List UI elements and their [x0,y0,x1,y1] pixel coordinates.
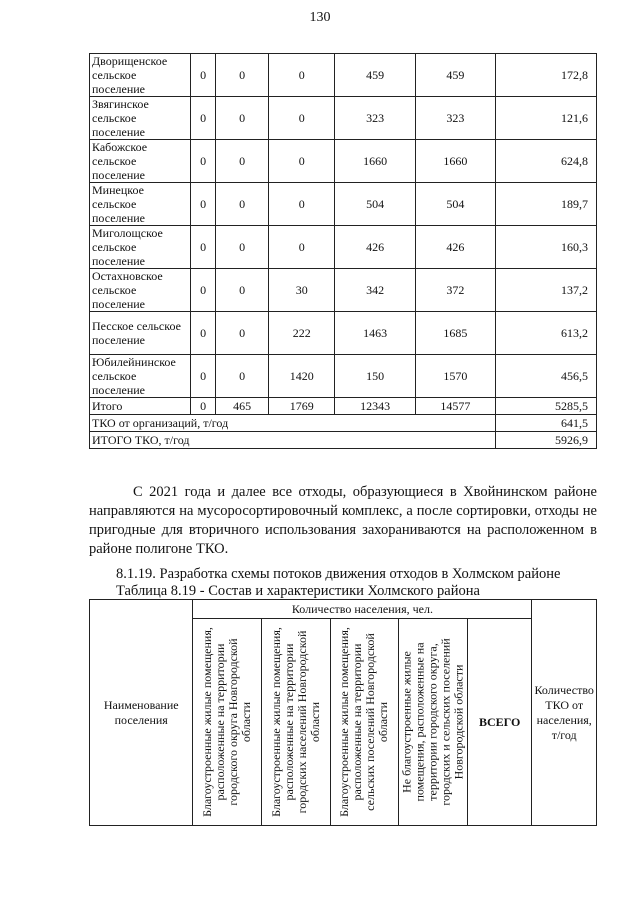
cell-c5: 459 [415,54,495,97]
cell-c4: 459 [335,54,415,97]
cell-c5: 426 [415,226,495,269]
table-row [90,183,597,226]
cell-c1: 0 [191,97,216,140]
settlement-name: Миголощское сельское поселение [90,226,191,269]
cell-c4: 323 [335,97,415,140]
cell-c3: 0 [268,140,335,183]
cell-c4: 504 [335,183,415,226]
cell-c3: 0 [268,97,335,140]
column-header-1: Благоустроенные жилые помещения, расположенные на территории городского округа Новгородской области [193,619,262,826]
table-row [90,269,597,312]
cell-c2: 0 [216,54,269,97]
itogo-c5: 14577 [415,398,495,415]
itogo-c2: 465 [216,398,269,415]
settlement-name: Минецкое сельское поселение [90,183,191,226]
total-row [90,432,597,449]
cell-c1: 0 [191,269,216,312]
itogo-row [90,398,597,415]
settlement-name: Юбилейнинское сельское поселение [90,355,191,398]
cell-c2: 0 [216,226,269,269]
cell-c3: 1420 [268,355,335,398]
cell-c6: 121,6 [496,97,597,140]
org-row-label: ТКО от организаций, т/год [90,415,496,432]
cell-c4: 150 [335,355,415,398]
itogo-c1: 0 [191,398,216,415]
total-row-label: ИТОГО ТКО, т/год [90,432,496,449]
itogo-label: Итого [90,398,191,415]
org-row [90,415,597,432]
cell-c4: 342 [335,269,415,312]
table-row [90,54,597,97]
population-group-header: Количество населения, чел. [193,600,532,619]
cell-c3: 0 [268,54,335,97]
cell-c6: 613,2 [496,312,597,355]
cell-c5: 504 [415,183,495,226]
cell-c6: 456,5 [496,355,597,398]
cell-c5: 1685 [415,312,495,355]
cell-c2: 0 [216,312,269,355]
cell-c6: 160,3 [496,226,597,269]
cell-c6: 172,8 [496,54,597,97]
settlement-name: Звягинское сельское поселение [90,97,191,140]
itogo-c4: 12343 [335,398,415,415]
column-header-3: Благоустроенные жилые помещения, расположенные на территории сельских поселений Новгородской области [330,619,399,826]
cell-c1: 0 [191,183,216,226]
cell-c2: 0 [216,269,269,312]
cell-c3: 0 [268,183,335,226]
org-row-value: 641,5 [496,415,597,432]
waste-table-continued [89,53,597,449]
cell-c2: 0 [216,355,269,398]
cell-c3: 222 [268,312,335,355]
cell-c1: 0 [191,54,216,97]
page-number: 130 [309,10,331,25]
itogo-c3: 1769 [268,398,335,415]
table-row [90,226,597,269]
table-row [90,97,597,140]
cell-c3: 0 [268,226,335,269]
cell-c5: 323 [415,97,495,140]
section-heading: 8.1.19. Разработка схемы потоков движения отходов в Холмском районе [116,566,561,582]
total-row-value: 5926,9 [496,432,597,449]
holm-district-table [89,599,597,826]
cell-c5: 1570 [415,355,495,398]
cell-c1: 0 [191,355,216,398]
cell-c6: 624,8 [496,140,597,183]
cell-c2: 0 [216,183,269,226]
cell-c4: 1463 [335,312,415,355]
settlement-name: Кабожское сельское поселение [90,140,191,183]
cell-c6: 137,2 [496,269,597,312]
cell-c4: 426 [335,226,415,269]
cell-c2: 0 [216,140,269,183]
column-header-2: Благоустроенные жилые помещения, расположенные на территории городских населений Новгородской области [262,619,331,826]
paragraph-text: С 2021 года и далее все отходы, образующиеся в Хвойнинском районе направляются на мусоросортировочный комплекс, а после сортировки, отходы не пригодные для вторичного использования захораниваются на расположенном в районе полигоне ТКО. [89,484,597,557]
cell-c6: 189,7 [496,183,597,226]
cell-c4: 1660 [335,140,415,183]
settlement-name-header: Наименование поселения [90,600,193,826]
table-row [90,312,597,355]
cell-c1: 0 [191,312,216,355]
cell-c1: 0 [191,140,216,183]
tko-quantity-header: Количество ТКО от населения, т/год [532,600,597,826]
cell-c5: 372 [415,269,495,312]
settlement-name: Остахновское сельское поселение [90,269,191,312]
cell-c3: 30 [268,269,335,312]
settlement-name: Дворищенское сельское поселение [90,54,191,97]
settlement-name: Песское сельское поселение [90,312,191,355]
cell-c2: 0 [216,97,269,140]
itogo-c6: 5285,5 [496,398,597,415]
table-caption: Таблица 8.19 - Состав и характеристики Холмского района [116,583,480,599]
total-header: ВСЕГО [467,619,532,826]
cell-c5: 1660 [415,140,495,183]
cell-c1: 0 [191,226,216,269]
table-row [90,140,597,183]
body-paragraph [89,483,597,559]
table-row [90,355,597,398]
column-header-4: Не благоустроенные жилые помещения, расположенные на территории городского округа, городских и сельских поселений Новгородской области [399,619,468,826]
